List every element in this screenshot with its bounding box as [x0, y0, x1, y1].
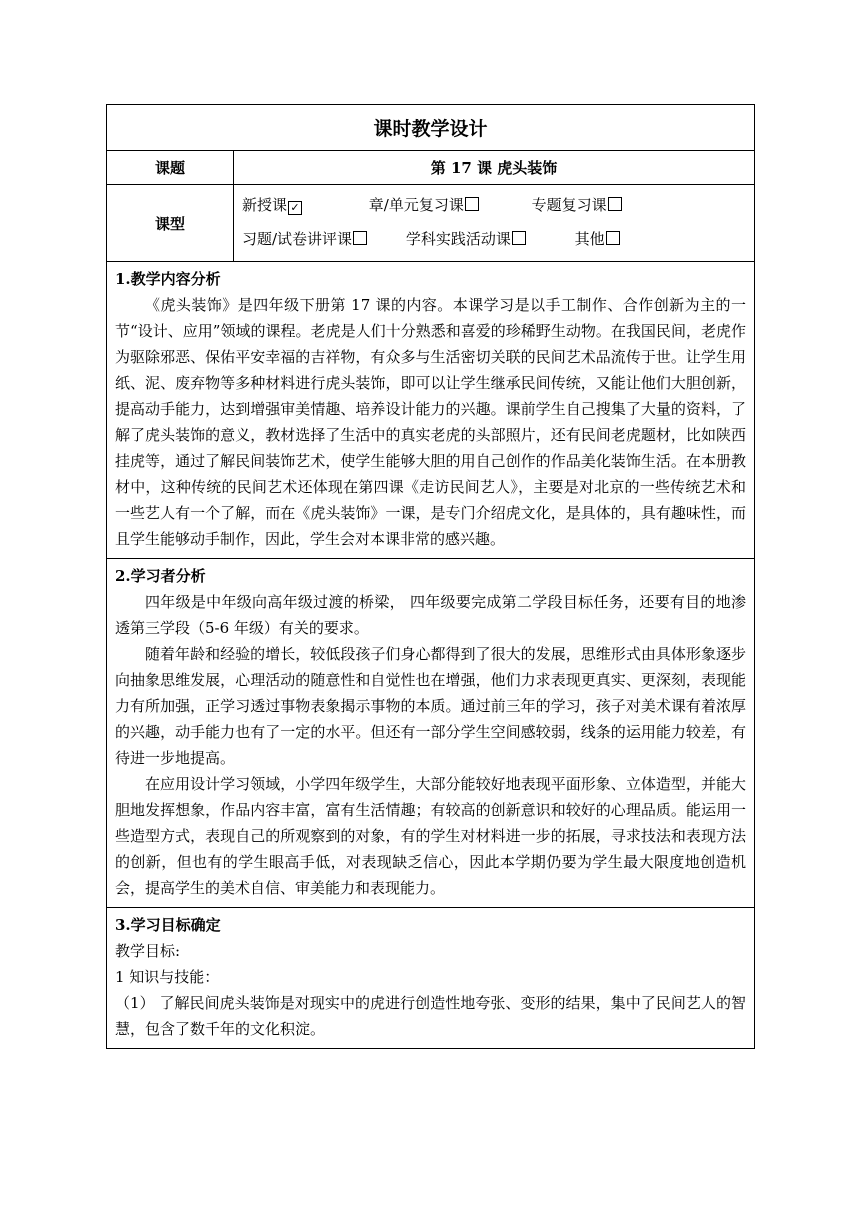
- learner-paragraph: 四年级是中年级向高年级过渡的桥梁， 四年级要完成第二学段目标任务，还要有目的地渗透第三学段（5-6 年级）有关的要求。: [115, 593, 747, 637]
- section-heading: 1.教学内容分析: [115, 270, 221, 288]
- option-label: 专题复习课: [531, 196, 607, 214]
- topic-value: 第 17 课 虎头装饰: [234, 151, 755, 185]
- option-other[interactable]: [575, 222, 620, 256]
- option-practice-activity[interactable]: [406, 222, 526, 256]
- option-unit-review[interactable]: [369, 188, 479, 222]
- option-label: 学科实践活动课: [405, 230, 511, 248]
- checkbox-icon[interactable]: [465, 197, 479, 211]
- option-new-lesson[interactable]: [242, 188, 302, 222]
- checkbox-icon[interactable]: [608, 197, 622, 211]
- option-label: 其他: [574, 230, 605, 248]
- option-label: 习题/试卷讲评课: [242, 230, 353, 248]
- content-analysis-section: [107, 262, 755, 559]
- content-analysis-paragraph: 《虎头装饰》是四年级下册第 17 课的内容。本课学习是以手工制作、合作创新为主的一节“设计、应用”领域的课程。老虎是人们十分熟悉和喜爱的珍稀野生动物。在我国民间，老虎作为驱除邪恶、保佑平安幸福的吉祥物，有众多与生活密切关联的民间艺术品流传于世。让学生用纸、泥、废弃物等多种材料进行虎头装饰，即可以让学生继承民间传统，又能让他们大胆创新，提高动手能力，达到增强审美情趣、培养设计能力的兴趣。课前学生自己搜集了大量的资料，了解了虎头装饰的意义，教材选择了生活中的真实老虎的头部照片，还有民间老虎题材，比如陕西挂虎等，通过了解民间装饰艺术，使学生能够大胆的用自己创作的作品美化装饰生活。在本册教材中，这种传统的民间艺术还体现在第四课《走访民间艺人》，主要是对北京的一些传统艺术和一些艺人有一个了解，而在《虎头装饰》一课，是专门介绍虎文化，是具体的，具有趣味性，而且学生能够动手制作，因此，学生会对本课非常的感兴趣。: [115, 296, 747, 548]
- lesson-design-table: [106, 104, 755, 1049]
- checkbox-icon[interactable]: [512, 231, 526, 245]
- section-heading: 2.学习者分析: [115, 567, 206, 585]
- type-options-row-1: [242, 188, 746, 222]
- objectives-intro: 教学目标:: [115, 942, 181, 960]
- learner-analysis-section: [107, 559, 755, 908]
- type-label: 课型: [107, 185, 234, 262]
- checkbox-icon[interactable]: [353, 231, 367, 245]
- objective-item: （1） 了解民间虎头装饰是对现实中的虎进行创造性地夸张、变形的结果，集中了民间艺人的智慧，包含了数千年的文化积淀。: [115, 994, 747, 1038]
- knowledge-skills-heading: 1 知识与技能：: [115, 968, 220, 986]
- topic-label: 课题: [107, 151, 234, 185]
- type-options-row-2: [242, 222, 746, 256]
- checked-checkbox-icon[interactable]: ✓: [288, 201, 302, 215]
- option-topic-review[interactable]: [532, 188, 622, 222]
- option-label: 新授课: [242, 196, 288, 214]
- learner-paragraph: 在应用设计学习领域，小学四年级学生，大部分能较好地表现平面形象、立体造型，并能大胆地发挥想象，作品内容丰富，富有生活情趣；有较高的创新意识和较好的心理品质。能运用一些造型方式，表现自己的所观察到的对象，有的学生对材料进一步的拓展，寻求技法和表现方法的创新，但也有的学生眼高手低，对表现缺乏信心，因此本学期仍要为学生最大限度地创造机会，提高学生的美术自信、审美能力和表现能力。: [115, 775, 747, 897]
- learning-objectives-section: [107, 908, 755, 1049]
- type-options: [234, 185, 755, 262]
- option-exercise-review[interactable]: [242, 222, 367, 256]
- section-heading: 3.学习目标确定: [115, 916, 221, 934]
- option-label: 章/单元复习课: [368, 196, 464, 214]
- learner-paragraph: 随着年龄和经验的增长，较低段孩子们身心都得到了很大的发展，思维形式由具体形象逐步向抽象思维发展，心理活动的随意性和自觉性也在增强，他们力求表现更真实、更深刻，表现能力有所加强，正学习透过事物表象揭示事物的本质。通过前三年的学习，孩子对美术课有着浓厚的兴趣，动手能力也有了一定的水平。但还有一部分学生空间感较弱，线条的运用能力较差，有待进一步地提高。: [115, 645, 747, 767]
- checkbox-icon[interactable]: [606, 231, 620, 245]
- document-title: 课时教学设计: [107, 105, 755, 151]
